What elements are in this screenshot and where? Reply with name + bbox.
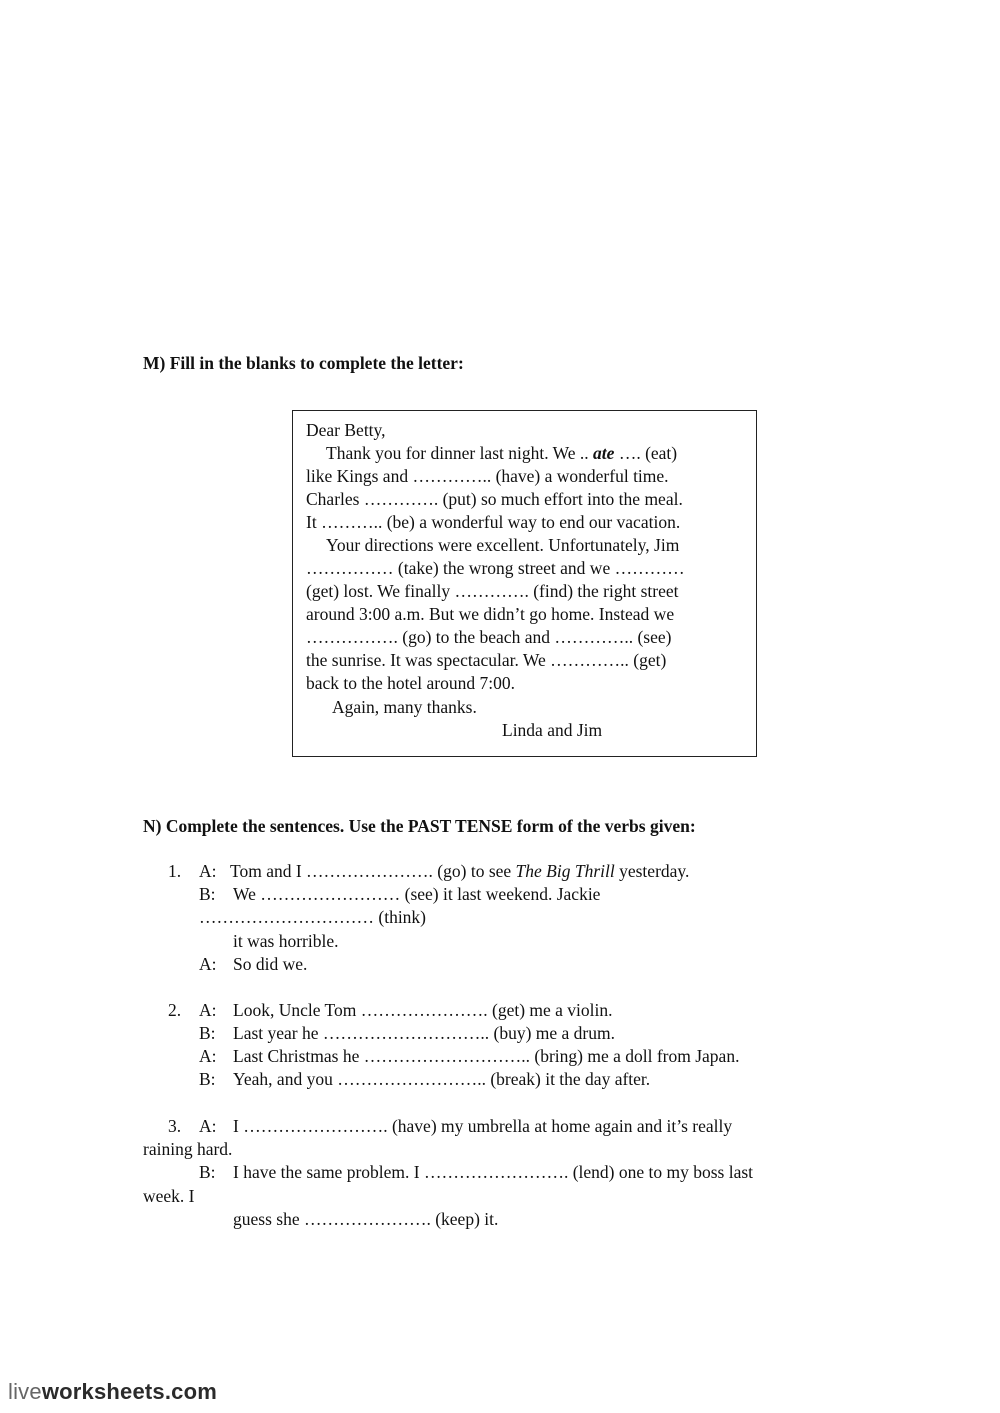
item-3-b-cont2: guess she …………………. (keep) it.: [233, 1209, 499, 1229]
item-2-l3-text: Last Christmas he ……………………….. (bring) me a doll from Japan.: [233, 1046, 740, 1066]
section-n-heading: N) Complete the sentences. Use the PAST TENSE form of the verbs given:: [143, 816, 696, 836]
item-2-l1-text: Look, Uncle Tom …………………. (get) me a violin.: [233, 1000, 613, 1020]
letter-line-4: It ……….. (be) a wonderful way to end our vacation.: [306, 512, 681, 532]
letter-line-7: (get) lost. We finally …………. (find) the right street: [306, 581, 679, 601]
letter-signature: Linda and Jim: [502, 720, 603, 740]
item-3-b-text: I have the same problem. I ……………………. (lend) one to my boss last: [233, 1162, 754, 1182]
item-1-b1-label: B:: [199, 884, 216, 904]
brand-suffix: .com: [164, 1379, 218, 1404]
brand-light: live: [8, 1379, 42, 1404]
item-1-a1-after: yesterday.: [614, 861, 690, 881]
brand-bold: worksheets: [41, 1379, 165, 1404]
item-1-a2-text: So did we.: [233, 954, 308, 974]
item-1-b1-cont2: it was horrible.: [233, 931, 339, 951]
letter-line-3: Charles …………. (put) so much effort into the meal.: [306, 489, 683, 509]
item-2-l2-text: Last year he ……………………….. (buy) me a drum.: [233, 1023, 616, 1043]
item-3-a-text: I ……………………. (have) my umbrella at home again and it’s really: [233, 1116, 733, 1136]
item-2-l3-label: A:: [199, 1046, 217, 1066]
item-1-a2-label: A:: [199, 954, 217, 974]
letter-line-8: around 3:00 a.m. But we didn’t go home. Instead we: [306, 604, 675, 624]
letter-line-2: like Kings and ………….. (have) a wonderful time.: [306, 466, 669, 486]
item-1-b1-cont: ………………………… (think): [199, 907, 427, 927]
item-2-l2-label: B:: [199, 1023, 216, 1043]
letter-line-1: [326, 442, 677, 465]
letter-line-5: Your directions were excellent. Unfortunately, Jim: [326, 535, 680, 555]
section-m-heading: M) Fill in the blanks to complete the letter:: [143, 353, 464, 373]
item-3-number: 3.: [168, 1116, 182, 1136]
item-2-l4-label: B:: [199, 1069, 216, 1089]
item-3-b-label: B:: [199, 1162, 216, 1182]
item-1-number: 1.: [168, 861, 182, 881]
letter-line-1-after: …. (eat): [614, 443, 678, 463]
movie-title: The Big Thrill: [515, 861, 615, 881]
letter-closing: Again, many thanks.: [332, 697, 477, 717]
item-1-a1-label: A:: [199, 861, 217, 881]
letter-line-9: ……………. (go) to the beach and ………….. (see): [306, 627, 672, 647]
liveworksheets-logo[interactable]: [8, 1379, 217, 1405]
item-1-a1-before: Tom and I …………………. (go) to see: [230, 861, 516, 881]
letter-line-1-before: Thank you for dinner last night. We ..: [326, 443, 594, 463]
letter-greeting: Dear Betty,: [306, 420, 386, 440]
item-3-b-cont: week. I: [143, 1186, 195, 1206]
item-1-a1-text: [230, 860, 689, 883]
item-1-b1-text: We …………………… (see) it last weekend. Jackie: [233, 884, 601, 904]
item-3-a-cont: raining hard.: [143, 1139, 233, 1159]
letter-line-11: back to the hotel around 7:00.: [306, 673, 515, 693]
letter-line-6: …………… (take) the wrong street and we …………: [306, 558, 685, 578]
item-2-l1-label: A:: [199, 1000, 217, 1020]
item-2-number: 2.: [168, 1000, 182, 1020]
item-2-l4-text: Yeah, and you …………………….. (break) it the day after.: [233, 1069, 651, 1089]
letter-line-10: the sunrise. It was spectacular. We ………….. (get): [306, 650, 667, 670]
example-answer: ate: [593, 443, 615, 463]
item-3-a-label: A:: [199, 1116, 217, 1136]
